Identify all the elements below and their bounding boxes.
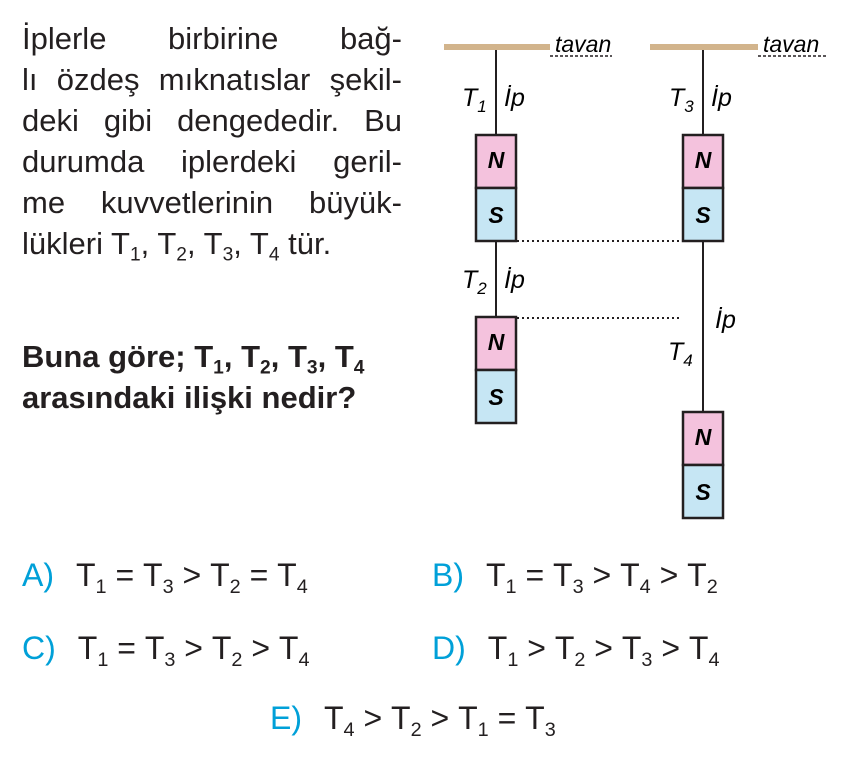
tension-index: 2 (574, 648, 586, 671)
tension-index: 2 (260, 357, 271, 379)
question-line-2: lı özdeş mıknatıslar şekil- (22, 62, 402, 97)
ceiling-label-right: tavan (763, 31, 820, 57)
tension-label-3 (669, 84, 694, 116)
relation-operator: > (173, 557, 211, 593)
tension-index: 4 (298, 648, 310, 671)
tension-index: 2 (231, 648, 243, 671)
relation-operator: > (583, 557, 621, 593)
pole-label-north: N (694, 424, 712, 450)
tension-index: 4 (639, 575, 651, 598)
rope-label-2: İp (504, 266, 525, 294)
tension-letter: T (487, 630, 508, 666)
tension-index: 3 (164, 648, 176, 671)
rope-label-1: İp (504, 84, 525, 112)
tension-index: 4 (683, 351, 693, 370)
magnet-4 (683, 412, 723, 518)
tension-letter: T (486, 557, 506, 593)
pole-label-north: N (487, 147, 505, 173)
tension-letter: T (249, 226, 269, 261)
tension-index: 1 (477, 97, 487, 116)
option-letter: A) (22, 557, 54, 593)
tension-letter: T (76, 557, 96, 593)
tension-index: 3 (641, 648, 653, 671)
question-prompt: Buna göre; $T_1$, $T_2$, $T_3$, $T_4$ arasındaki ilişki nedir? (22, 339, 365, 415)
tension-letter: T (241, 339, 261, 374)
tension-letter: T (391, 700, 411, 736)
tension-index: 1 (505, 575, 517, 598)
tension-letter: T (287, 339, 307, 374)
tension-label-4 (668, 338, 693, 370)
relation-operator: > (585, 630, 622, 666)
magnet-figure (430, 20, 840, 530)
tension-letter: T (334, 339, 354, 374)
option-expression (77, 630, 310, 671)
relation-operator: > (652, 630, 689, 666)
tension-letter: T (324, 700, 344, 736)
option-expression (324, 700, 556, 741)
relation-operator: = (240, 557, 278, 593)
tension-index: 2 (706, 575, 718, 598)
question-line-5: me kuvvetlerinin büyük- (22, 185, 402, 220)
option-expression (487, 630, 720, 671)
tension-letter: T (620, 557, 640, 593)
option-letter: D) (432, 630, 466, 666)
ceiling-right (650, 44, 758, 50)
tension-letter: T (668, 338, 684, 366)
tension-letter: T (458, 700, 478, 736)
tension-index: 2 (229, 575, 241, 598)
tension-index: 1 (477, 718, 489, 741)
pole-label-north: N (694, 147, 712, 173)
relation-operator: > (354, 700, 392, 736)
relation-operator: = (488, 700, 526, 736)
option-expression (76, 557, 308, 598)
tension-index: 4 (708, 648, 720, 671)
question-line-3: deki gibi dengededir. Bu (22, 103, 402, 138)
tension-index: 1 (507, 648, 519, 671)
rope-label-3: İp (711, 84, 732, 112)
tension-index: 2 (410, 718, 422, 741)
tension-letter: T (157, 226, 177, 261)
relation-operator: > (421, 700, 459, 736)
magnet-1 (476, 135, 516, 241)
tension-label-2 (462, 266, 487, 298)
relation-operator: = (516, 557, 554, 593)
rope-label-4: İp (715, 306, 736, 334)
option-letter: B) (432, 557, 464, 593)
pole-label-south: S (695, 202, 711, 228)
option-c[interactable] (22, 630, 310, 671)
pole-label-south: S (695, 479, 711, 505)
tension-letter: T (554, 630, 575, 666)
tension-index: 4 (268, 244, 280, 266)
prompt-prefix: Buna göre; (22, 339, 195, 374)
tension-label-1 (462, 84, 487, 116)
question-text (22, 18, 402, 264)
tension-index: 3 (572, 575, 584, 598)
tension-index: 2 (477, 279, 487, 298)
tension-letter: T (669, 84, 685, 112)
line-prefix: lükleri (22, 226, 112, 261)
question-line-1: İplerle birbirine bağ- (22, 21, 402, 56)
option-b[interactable] (432, 557, 718, 598)
tension-index: 3 (306, 357, 318, 379)
tension-index: 3 (222, 244, 234, 266)
question-line-4: durumda iplerdeki geril- (22, 144, 402, 179)
tension-index: 4 (343, 718, 355, 741)
relation-operator: > (175, 630, 212, 666)
tension-letter: T (143, 557, 163, 593)
tension-letter: T (525, 700, 545, 736)
tension-index: 1 (129, 244, 141, 266)
tension-index: 3 (684, 97, 694, 116)
pole-label-south: S (488, 384, 504, 410)
tension-letter: T (688, 630, 709, 666)
tension-index: 1 (213, 357, 224, 379)
tension-letter: T (144, 630, 165, 666)
ceiling-left (444, 44, 550, 50)
prompt-suffix: arasındaki ilişki nedir? (22, 380, 357, 415)
tension-letter: T (687, 557, 707, 593)
option-letter: C) (22, 630, 56, 666)
tension-letter: T (77, 630, 98, 666)
option-d[interactable] (432, 630, 720, 671)
pole-label-south: S (488, 202, 504, 228)
tension-index: 3 (162, 575, 174, 598)
question-line-6: lükleri $T_1$, $T_2$, $T_3$, $T_4$ tür. (22, 226, 332, 266)
tension-letter: T (278, 630, 299, 666)
pole-label-north: N (487, 329, 505, 355)
tension-index: 4 (353, 357, 365, 379)
line-suffix: tür. (279, 226, 332, 261)
relation-operator: > (242, 630, 279, 666)
relation-operator: = (106, 557, 144, 593)
tension-letter: T (462, 266, 478, 294)
tension-index: 1 (95, 575, 107, 598)
ceiling-label-left: tavan (555, 31, 612, 57)
tension-index: 2 (176, 244, 187, 266)
tension-letter: T (553, 557, 573, 593)
tension-index: 1 (97, 648, 109, 671)
tension-letter: T (203, 226, 223, 261)
option-letter: E) (270, 700, 302, 736)
magnet-2 (476, 317, 516, 423)
tension-index: 4 (296, 575, 308, 598)
tension-letter: T (194, 339, 214, 374)
tension-letter: T (462, 84, 478, 112)
tension-index: 3 (544, 718, 556, 741)
relation-operator: = (108, 630, 145, 666)
relation-operator: > (518, 630, 555, 666)
tension-letter: T (111, 226, 130, 261)
tension-letter: T (621, 630, 642, 666)
magnet-3 (683, 135, 723, 241)
tension-letter: T (210, 557, 230, 593)
option-e[interactable] (270, 700, 556, 741)
relation-operator: > (650, 557, 688, 593)
option-expression (486, 557, 718, 598)
tension-letter: T (277, 557, 297, 593)
option-a[interactable] (22, 557, 308, 598)
tension-letter: T (211, 630, 232, 666)
